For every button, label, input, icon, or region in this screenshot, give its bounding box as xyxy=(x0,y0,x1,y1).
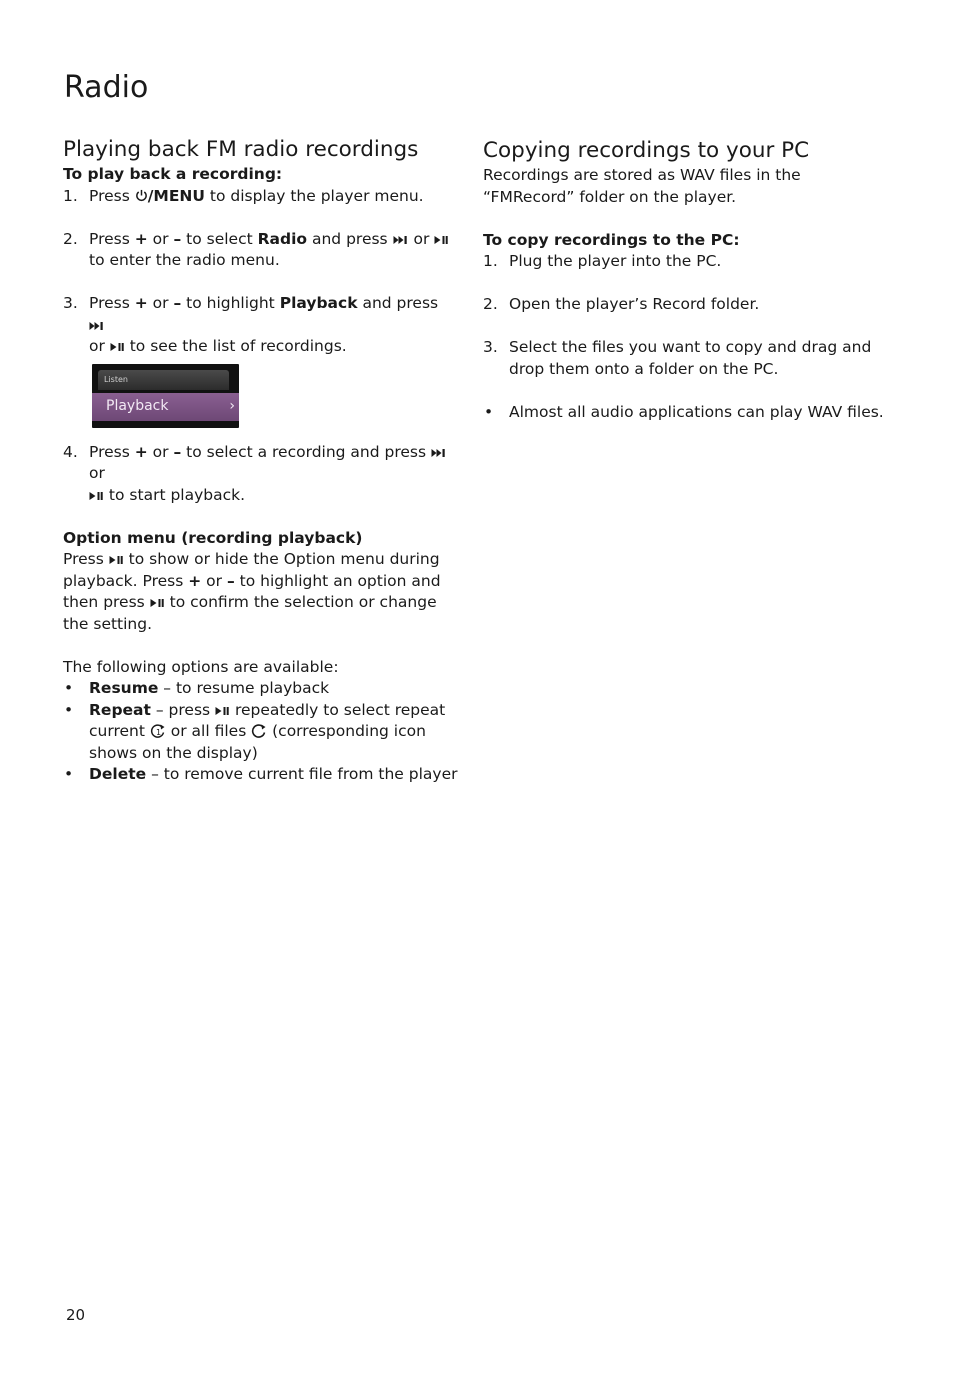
options-list xyxy=(63,678,458,786)
play-pause-icon xyxy=(215,706,230,716)
screen-header: Listen xyxy=(98,370,229,390)
option-repeat: • Repeat – press repeatedly to select repeat current or all files (corresponding icon shows on the display) xyxy=(64,700,446,762)
option-menu-paragraph: Press to show or hide the Option menu during playback. Press + or – to highlight an option and then press to confirm the selection or change the setting. xyxy=(63,550,441,633)
copying-notes xyxy=(483,402,888,424)
copying-intro: Recordings are stored as WAV files in the “FMRecord” folder on the player. xyxy=(483,166,801,206)
left-column xyxy=(63,136,458,786)
skip-next-icon xyxy=(89,321,105,331)
page-title: Radio xyxy=(64,70,149,105)
play-pause-icon xyxy=(150,598,165,608)
playback-heading: Playing back FM radio recordings xyxy=(63,137,419,162)
copy-step-1: 1. Plug the player into the PC. xyxy=(483,252,722,270)
play-pause-icon xyxy=(109,555,124,565)
play-pause-icon xyxy=(434,235,449,245)
copying-subheading: To copy recordings to the PC: xyxy=(483,230,740,249)
screen-menu-item-playback: Playback › xyxy=(92,393,239,421)
chevron-right-icon: › xyxy=(229,397,235,414)
copying-heading: Copying recordings to your PC xyxy=(483,138,810,163)
option-resume: • Resume – to resume playback xyxy=(64,679,330,697)
step-4: 4. Press + or – to select a recording and press or to start playback. xyxy=(63,442,458,507)
copy-step-3: 3. Select the files you want to copy and drag and drop them onto a folder on the PC. xyxy=(483,338,872,378)
wav-note: • Almost all audio applications can play WAV files. xyxy=(484,402,884,421)
page-number: 20 xyxy=(66,1306,86,1324)
option-menu-heading: Option menu (recording playback) xyxy=(63,528,363,547)
repeat-one-icon xyxy=(150,723,166,739)
playback-subheading: To play back a recording: xyxy=(63,165,283,183)
right-column xyxy=(483,137,888,423)
step-1: 1. Press /MENU to display the player menu. xyxy=(63,186,424,205)
copying-steps xyxy=(483,251,888,380)
play-pause-icon xyxy=(110,342,125,352)
skip-next-icon xyxy=(431,448,447,458)
options-intro: The following options are available: xyxy=(63,657,339,676)
power-icon xyxy=(135,189,148,202)
repeat-all-icon xyxy=(251,723,267,739)
copy-step-2: 2. Open the player’s Record folder. xyxy=(483,295,760,313)
skip-next-icon xyxy=(393,235,409,245)
step-2: 2. Press + or – to select Radio and press or to enter the radio menu. xyxy=(63,229,458,272)
device-screen xyxy=(92,364,239,428)
step-3: 3. Press + or – to highlight Playback and press or to see the list of recordings. Listen Playback › xyxy=(63,293,458,428)
playback-steps xyxy=(63,186,458,507)
option-delete: • Delete – to remove current file from the player xyxy=(64,765,458,783)
play-pause-icon xyxy=(89,491,104,501)
